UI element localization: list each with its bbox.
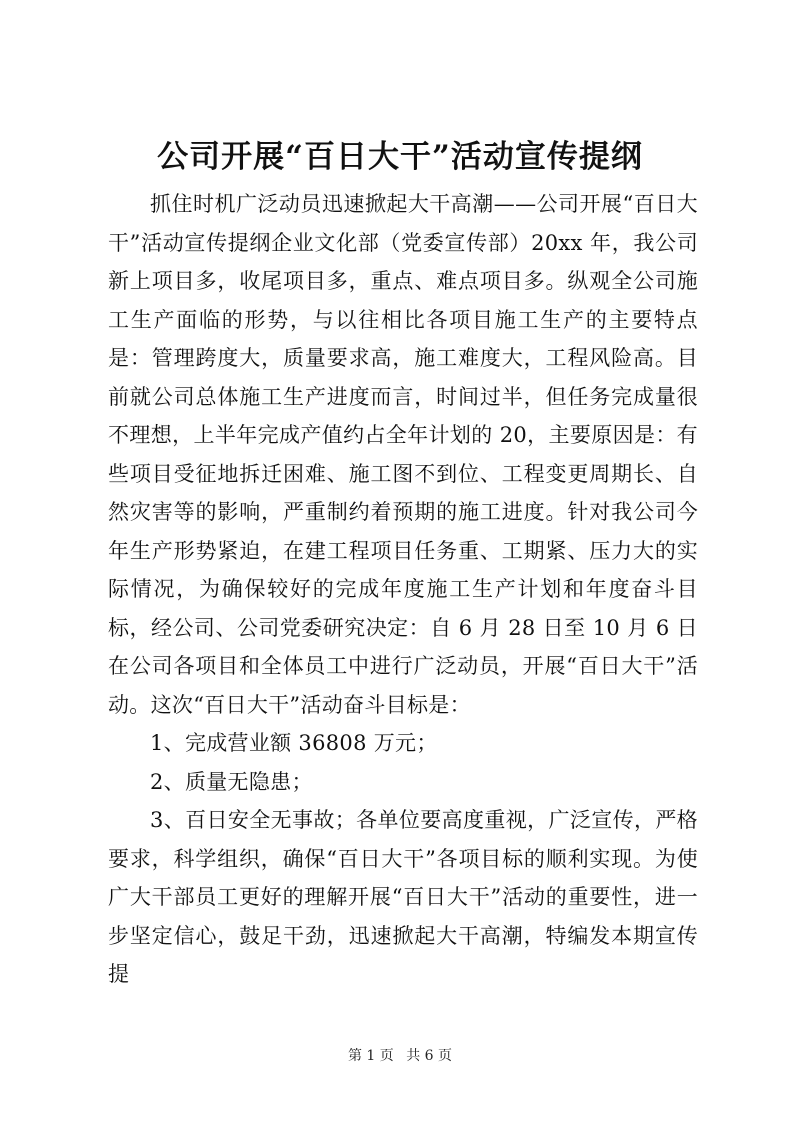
goal-item-1: 1、完成营业额 36808 万元；: [150, 731, 438, 755]
body-paragraph: 抓住时机广泛动员迅速掀起大干高潮——公司开展“百日大干”活动宣传提纲企业文化部（党委宣传部）20xx 年，我公司新上项目多，收尾项目多，重点、难点项目多。纵观全公司施工生产面临的形势，与以往相比各项目施工生产的主要特点是：管理跨度大，质量要求高，施工难度大，工程风险高。目前就公司总体施工生产进度而言，时间过半，但任务完成量很不理想，上半年完成产值约占全年计划的 20，主要原因是：有些项目受征地拆迁困难、施工图不到位、工程变更周期长、自然灾害等的影响，严重制约着预期的施工进度。针对我公司今年生产形势紧迫，在建工程项目任务重、工期紧、压力大的实际情况，为确保较好的完成年度施工生产计划和年度奋斗目标，经公司、公司党委研究决定：自 6 月 28 日至 10 月 6 日在公司各项目和全体员工中进行广泛动员，开展“百日大干”活动。这次“百日大干”活动奋斗目标是：: [108, 192, 698, 717]
document-title: 公司开展“百日大干”活动宣传提纲: [157, 139, 643, 175]
page-total: 共 6 页: [406, 1048, 453, 1064]
document-body: [108, 185, 698, 994]
goal-item-2: 2、质量无隐患；: [150, 769, 313, 794]
page-number: 第 1 页: [347, 1048, 394, 1064]
page-footer: [0, 1046, 800, 1066]
goal-item-3: 3、百日安全无事故；各单位要高度重视，广泛宣传，严格要求，科学组织，确保“百日大干”各项目标的顺利实现。为使广大干部员工更好的理解开展“百日大干”活动的重要性，进一步坚定信心，鼓足干劲，迅速掀起大干高潮，特编发本期宣传提: [108, 808, 698, 986]
